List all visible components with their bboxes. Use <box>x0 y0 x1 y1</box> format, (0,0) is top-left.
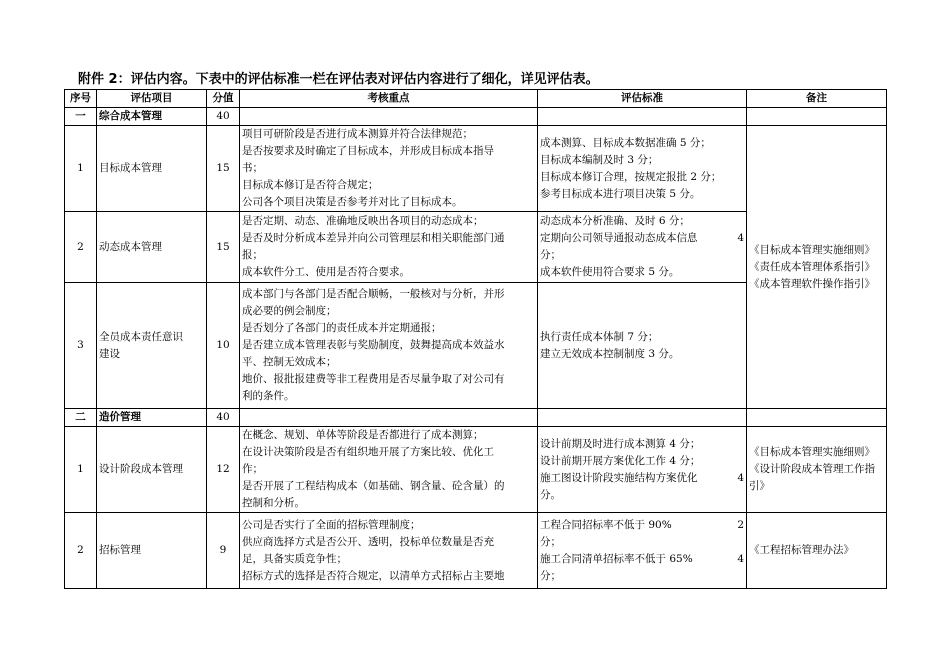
row-no: 2 <box>65 513 97 589</box>
row-standard: 成本测算、目标成本数据准确 5 分； 目标成本编制及时 3 分； 目标成本修订合理，按规定报批 2 分； 参考目标成本进行项目决策 5 分。 <box>538 126 747 212</box>
row-focus: 在概念、规划、单体等阶段是否都进行了成本测算； 在设计决策阶段是否有组织地开展了方案比较、优化工 作； 是否开展了工程结构成本（如基础、钢含量、砼含量）的 控制和分析。 <box>240 427 538 513</box>
section-no: 一 <box>65 108 97 126</box>
header-item: 评估项目 <box>97 90 207 108</box>
row-standard: 动态成本分析准确、及时 6 分； 定期向公司领导通报动态成本信息 4 分； 成本软件使用符合要求 5 分。 <box>538 212 747 283</box>
row-item: 设计阶段成本管理 <box>97 427 207 513</box>
header-score: 分值 <box>207 90 240 108</box>
table-row <box>65 427 887 513</box>
row-standard: 工程合同招标率不低于 90% 2 分； 施工合同清单招标率不低于 65% 4 分； <box>538 513 747 589</box>
table-row <box>65 126 887 212</box>
row-focus: 公司是否实行了全面的招标管理制度； 供应商选择方式是否公开、透明，投标单位数量是否充 足，具备实质竞争性； 招标方式的选择是否符合规定，以清单方式招标占主要地 <box>240 513 538 589</box>
row-item: 目标成本管理 <box>97 126 207 212</box>
row-focus: 是否定期、动态、准确地反映出各项目的动态成本； 是否及时分析成本差异并向公司管理层和相关职能部门通 报； 成本软件分工、使用是否符合要求。 <box>240 212 538 283</box>
row-item: 全员成本责任意识 建设 <box>97 283 207 409</box>
row-standard: 执行责任成本体制 7 分； 建立无效成本控制制度 3 分。 <box>538 283 747 409</box>
section-row <box>65 108 887 126</box>
row-score: 12 <box>207 427 240 513</box>
row-score: 9 <box>207 513 240 589</box>
row-no: 2 <box>65 212 97 283</box>
header-standard: 评估标准 <box>538 90 747 108</box>
row-score: 15 <box>207 212 240 283</box>
row-score: 15 <box>207 126 240 212</box>
row-no: 1 <box>65 427 97 513</box>
annex-heading: 附件 2：评估内容。下表中的评估标准一栏在评估表对评估内容进行了细化，详见评估表。 <box>78 72 599 87</box>
header-remark: 备注 <box>747 90 887 108</box>
section-title: 综合成本管理 <box>97 108 207 126</box>
header-focus: 考核重点 <box>240 90 538 108</box>
header-row <box>65 90 887 108</box>
row-no: 1 <box>65 126 97 212</box>
section-title: 造价管理 <box>97 409 207 427</box>
row-item: 动态成本管理 <box>97 212 207 283</box>
row-score: 10 <box>207 283 240 409</box>
table-row <box>65 513 887 589</box>
section-row <box>65 409 887 427</box>
section-score: 40 <box>207 409 240 427</box>
row-remark: 《目标成本管理实施细则》 《设计阶段成本管理工作指 引》 <box>747 427 887 513</box>
row-standard: 设计前期及时进行成本测算 4 分； 设计前期开展方案优化工作 4 分； 施工图设计阶段实施结构方案优化 4 分。 <box>538 427 747 513</box>
row-focus: 成本部门与各部门是否配合顺畅，一般核对与分析，并形 成必要的例会制度； 是否划分了各部门的责任成本并定期通报； 是否建立成本管理表彰与奖励制度，鼓舞提高成本效益水 平、控制无效成本； 地价、报批报建费等非工程费用是否尽量争取了对公司有 利的条件。 <box>240 283 538 409</box>
section-score: 40 <box>207 108 240 126</box>
section-no: 二 <box>65 409 97 427</box>
row-no: 3 <box>65 283 97 409</box>
header-no: 序号 <box>65 90 97 108</box>
row-remark: 《工程招标管理办法》 <box>747 513 887 589</box>
row-focus: 项目可研阶段是否进行成本测算并符合法律规范； 是否按要求及时确定了目标成本，并形成目标成本指导 书； 目标成本修订是否符合规定； 公司各个项目决策是否参考并对比了目标成本。 <box>240 126 538 212</box>
row-remark: 《目标成本管理实施细则》 《责任成本管理体系指引》 《成本管理软件操作指引》 <box>747 126 887 409</box>
evaluation-table <box>64 89 887 589</box>
row-item: 招标管理 <box>97 513 207 589</box>
